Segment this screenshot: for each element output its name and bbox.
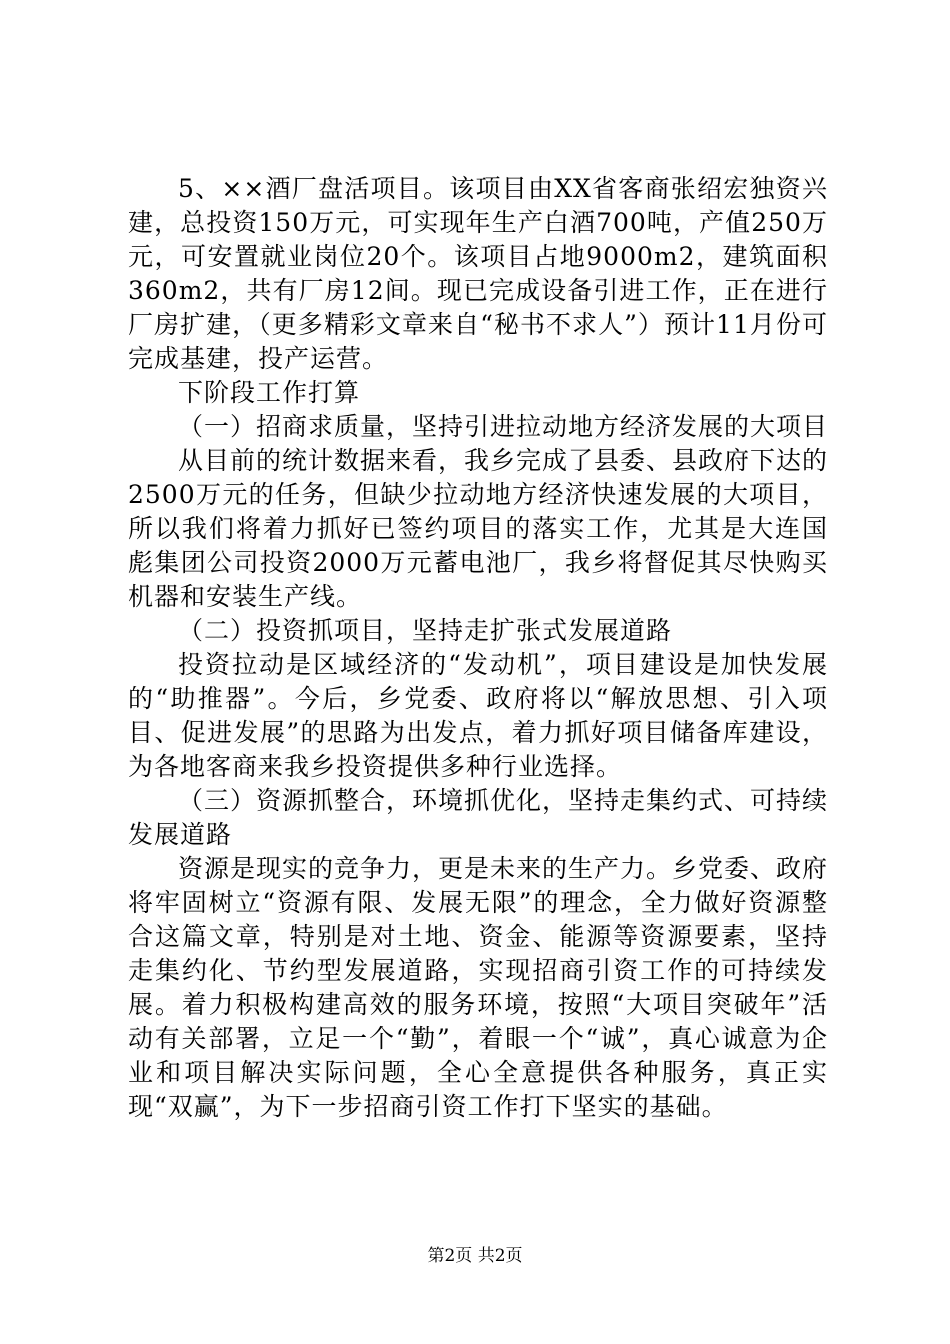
page-footer (0, 1245, 950, 1267)
paragraph-1: 从目前的统计数据来看，我乡完成了县委、县政府下达的2500万元的任务，但缺少拉动地方经济快速发展的大项目，所以我们将着力抓好已签约项目的落实工作，尤其是大连国彪集团公司投资2000万元蓄电池厂，我乡将督促其尽快购买机器和安装生产线。 (128, 446, 829, 611)
paragraph-3: 资源是现实的竞争力，更是未来的生产力。乡党委、政府将牢固树立“资源有限、发展无限”的理念，全力做好资源整合这篇文章，特别是对土地、资金、能源等资源要素，坚持走集约化、节约型发展道路，实现招商引资工作的可持续发展。着力积极构建高效的服务环境，按照“大项目突破年”活动有关部署，立足一个“勤”，着眼一个“诚”，真心诚意为企业和项目解决实际问题，全心全意提供各种服务，真正实现“双赢”，为下一步招商引资工作打下坚实的基础。 (128, 854, 829, 1121)
document-body (128, 172, 828, 1124)
page-number: 第2页 共2页 (427, 1246, 523, 1266)
paragraph-project-5: 5、××酒厂盘活项目。该项目由XX省客商张绍宏独资兴建，总投资150万元，可实现年生产白酒700吨，产值250万元，可安置就业岗位20个。该项目占地9000m2，建筑面积360m2，共有厂房12间。现已完成设备引进工作，正在进行厂房扩建，（更多精彩文章来自“秘书不求人”）预计11月份可完成基建，投产运营。 (128, 174, 828, 373)
subheading-2: （二）投资抓项目，坚持走扩张式发展道路 (178, 616, 673, 645)
paragraph-2: 投资拉动是区域经济的“发动机”，项目建设是加快发展的“助推器”。今后，乡党委、政府将以“解放思想、引入项目、促进发展”的思路为出发点，着力抓好项目储备库建设，为各地客商来我乡投资提供多种行业选择。 (128, 650, 828, 781)
subheading-1: （一）招商求质量，坚持引进拉动地方经济发展的大项目 (178, 412, 829, 441)
section-heading-next-plan: 下阶段工作打算 (178, 378, 361, 407)
subheading-3: （三）资源抓整合，环境抓优化，坚持走集约式、可持续发展道路 (128, 786, 829, 849)
